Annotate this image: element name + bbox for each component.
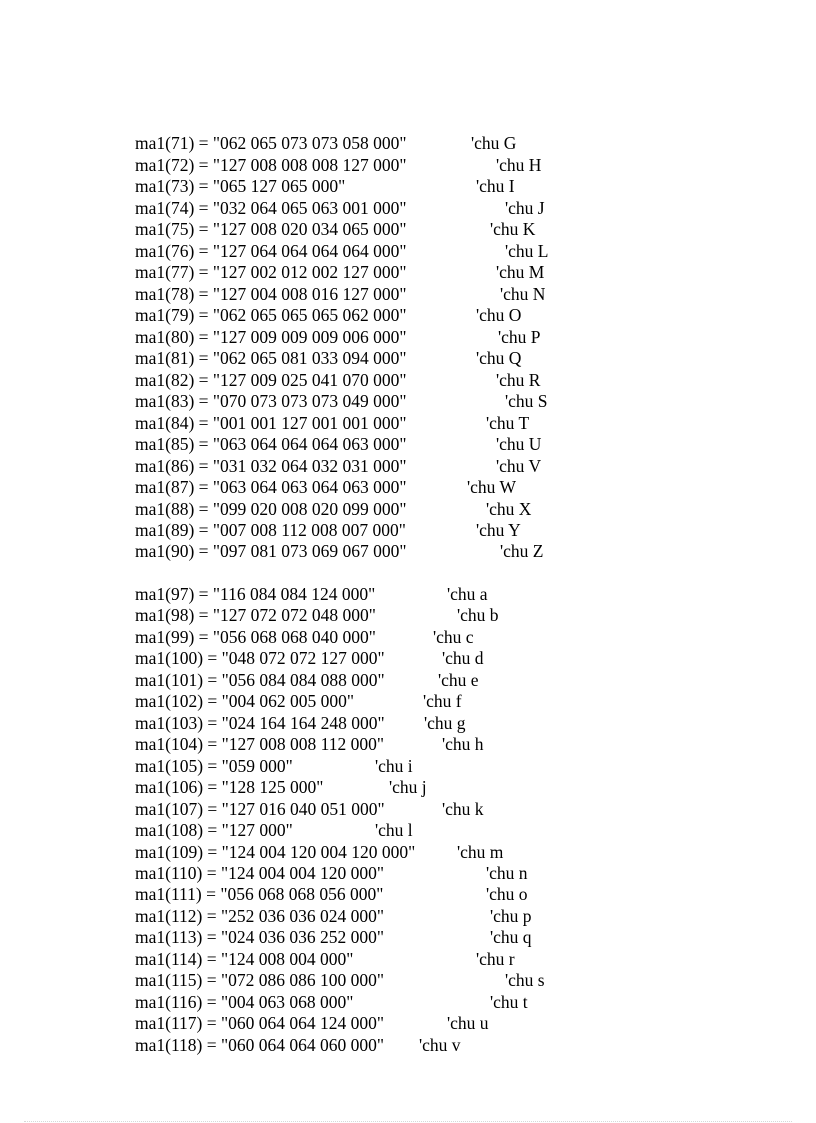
code-comment: 'chu f: [423, 691, 462, 711]
code-comment: 'chu k: [442, 799, 484, 819]
code-statement: ma1(71) = "062 065 073 073 058 000": [135, 133, 407, 153]
code-line: [0, 713, 700, 734]
code-statement: ma1(113) = "024 036 036 252 000": [135, 927, 385, 947]
code-comment: 'chu g: [424, 713, 466, 733]
code-line: [0, 284, 700, 305]
code-statement: ma1(83) = "070 073 073 073 049 000": [135, 391, 407, 411]
code-comment: 'chu s: [505, 970, 545, 990]
code-line: [0, 1035, 700, 1056]
code-comment: 'chu a: [447, 584, 488, 604]
code-comment: 'chu r: [476, 949, 515, 969]
code-statement: ma1(100) = "048 072 072 127 000": [135, 648, 385, 668]
code-statement: ma1(118) = "060 064 064 060 000": [135, 1035, 385, 1055]
code-line: [0, 434, 700, 455]
code-statement: ma1(97) = "116 084 084 124 000": [135, 584, 376, 604]
code-statement: ma1(107) = "127 016 040 051 000": [135, 799, 385, 819]
code-statement: ma1(117) = "060 064 064 124 000": [135, 1013, 385, 1033]
code-line: [0, 949, 700, 970]
code-statement: ma1(104) = "127 008 008 112 000": [135, 734, 385, 754]
code-line: [0, 756, 700, 777]
code-line: [0, 155, 700, 176]
code-line: [0, 348, 700, 369]
code-comment: 'chu t: [490, 992, 528, 1012]
code-line: [0, 627, 700, 648]
code-statement: ma1(106) = "128 125 000": [135, 777, 324, 797]
code-comment: 'chu H: [496, 155, 542, 175]
code-line: [0, 241, 700, 262]
code-comment: 'chu T: [486, 413, 530, 433]
code-line: [0, 520, 700, 541]
code-line: [0, 133, 700, 154]
code-statement: ma1(111) = "056 068 068 056 000": [135, 884, 384, 904]
code-line: [0, 1013, 700, 1034]
code-statement: ma1(87) = "063 064 063 064 063 000": [135, 477, 407, 497]
code-statement: ma1(105) = "059 000": [135, 756, 293, 776]
code-comment: 'chu Y: [476, 520, 521, 540]
code-line: [0, 391, 700, 412]
code-comment: 'chu V: [496, 456, 542, 476]
code-line: [0, 970, 700, 991]
code-statement: ma1(103) = "024 164 164 248 000": [135, 713, 385, 733]
code-comment: 'chu o: [486, 884, 528, 904]
code-comment: 'chu b: [457, 605, 499, 625]
code-statement: ma1(74) = "032 064 065 063 001 000": [135, 198, 407, 218]
code-comment: 'chu O: [476, 305, 522, 325]
code-statement: ma1(86) = "031 032 064 032 031 000": [135, 456, 407, 476]
code-comment: 'chu v: [419, 1035, 461, 1055]
code-line: [0, 670, 700, 691]
code-line: [0, 648, 700, 669]
code-statement: ma1(84) = "001 001 127 001 001 000": [135, 413, 407, 433]
code-comment: 'chu p: [490, 906, 532, 926]
code-line: [0, 820, 700, 841]
code-line: [0, 456, 700, 477]
code-statement: ma1(90) = "097 081 073 069 067 000": [135, 541, 407, 561]
code-line: [0, 927, 700, 948]
code-statement: ma1(82) = "127 009 025 041 070 000": [135, 370, 407, 390]
code-line: [0, 499, 700, 520]
code-comment: 'chu S: [505, 391, 548, 411]
code-line: [0, 863, 700, 884]
code-comment: 'chu K: [490, 219, 536, 239]
code-comment: 'chu m: [457, 842, 504, 862]
code-line: [0, 906, 700, 927]
code-line: [0, 477, 700, 498]
code-comment: 'chu i: [375, 756, 413, 776]
code-comment: 'chu J: [505, 198, 545, 218]
code-statement: ma1(102) = "004 062 005 000": [135, 691, 355, 711]
code-line: [0, 262, 700, 283]
code-comment: 'chu M: [496, 262, 545, 282]
code-statement: ma1(109) = "124 004 120 004 120 000": [135, 842, 416, 862]
code-comment: 'chu P: [498, 327, 541, 347]
code-comment: 'chu q: [490, 927, 532, 947]
code-line: [0, 584, 700, 605]
code-statement: ma1(85) = "063 064 064 064 063 000": [135, 434, 407, 454]
code-statement: ma1(81) = "062 065 081 033 094 000": [135, 348, 407, 368]
code-statement: ma1(77) = "127 002 012 002 127 000": [135, 262, 407, 282]
code-statement: ma1(72) = "127 008 008 008 127 000": [135, 155, 407, 175]
code-comment: 'chu G: [471, 133, 517, 153]
code-line: [0, 541, 700, 562]
code-statement: ma1(98) = "127 072 072 048 000": [135, 605, 376, 625]
code-statement: ma1(110) = "124 004 004 120 000": [135, 863, 385, 883]
code-comment: 'chu l: [375, 820, 413, 840]
code-comment: 'chu Q: [476, 348, 522, 368]
code-statement: ma1(80) = "127 009 009 009 006 000": [135, 327, 407, 347]
code-line: [0, 734, 700, 755]
code-line: [0, 327, 700, 348]
code-statement: ma1(75) = "127 008 020 034 065 000": [135, 219, 407, 239]
code-statement: ma1(115) = "072 086 086 100 000": [135, 970, 385, 990]
code-comment: 'chu I: [476, 176, 515, 196]
code-comment: 'chu d: [442, 648, 484, 668]
code-comment: 'chu R: [496, 370, 541, 390]
code-comment: 'chu X: [486, 499, 532, 519]
code-comment: 'chu j: [389, 777, 427, 797]
code-line: [0, 305, 700, 326]
code-statement: ma1(76) = "127 064 064 064 064 000": [135, 241, 407, 261]
code-line: [0, 605, 700, 626]
code-line: [0, 219, 700, 240]
code-line: [0, 992, 700, 1013]
code-line: [0, 799, 700, 820]
code-statement: ma1(108) = "127 000": [135, 820, 293, 840]
code-line: [0, 176, 700, 197]
code-comment: 'chu L: [505, 241, 549, 261]
code-comment: 'chu N: [500, 284, 546, 304]
code-statement: ma1(116) = "004 063 068 000": [135, 992, 354, 1012]
code-statement: ma1(88) = "099 020 008 020 099 000": [135, 499, 407, 519]
code-comment: 'chu c: [433, 627, 474, 647]
code-line: [0, 777, 700, 798]
code-statement: ma1(79) = "062 065 065 065 062 000": [135, 305, 407, 325]
code-statement: ma1(73) = "065 127 065 000": [135, 176, 346, 196]
code-line: [0, 413, 700, 434]
code-statement: ma1(99) = "056 068 068 040 000": [135, 627, 376, 647]
code-line: [0, 370, 700, 391]
code-line: [0, 691, 700, 712]
code-statement: ma1(112) = "252 036 036 024 000": [135, 906, 385, 926]
code-statement: ma1(101) = "056 084 084 088 000": [135, 670, 385, 690]
page-bottom-divider: [24, 1121, 792, 1122]
code-line: [0, 884, 700, 905]
code-line: [0, 842, 700, 863]
code-statement: ma1(78) = "127 004 008 016 127 000": [135, 284, 407, 304]
code-comment: 'chu n: [486, 863, 528, 883]
code-comment: 'chu h: [442, 734, 484, 754]
code-comment: 'chu W: [467, 477, 516, 497]
code-statement: ma1(114) = "124 008 004 000": [135, 949, 354, 969]
code-statement: ma1(89) = "007 008 112 008 007 000": [135, 520, 406, 540]
code-comment: 'chu u: [447, 1013, 489, 1033]
code-comment: 'chu U: [496, 434, 542, 454]
code-comment: 'chu e: [438, 670, 479, 690]
code-line: [0, 198, 700, 219]
code-comment: 'chu Z: [500, 541, 544, 561]
